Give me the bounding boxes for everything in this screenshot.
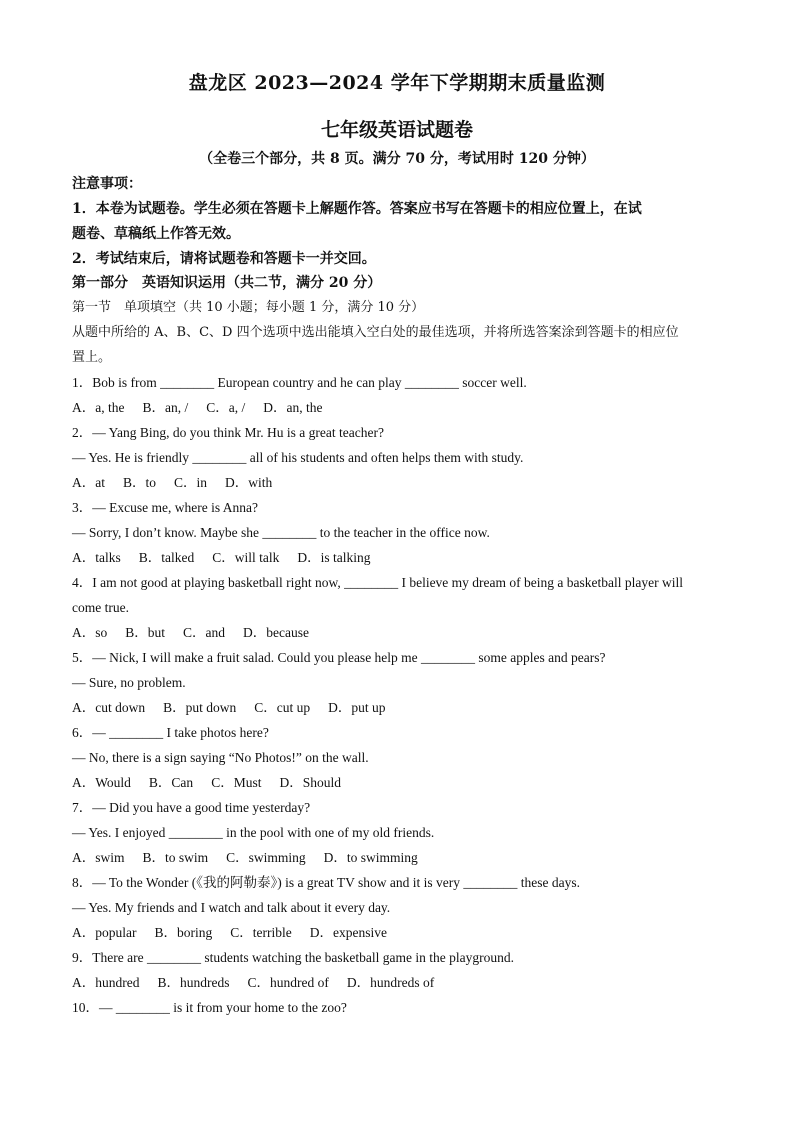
question-6-option-b: B．Can xyxy=(148,775,194,790)
notes-heading: 注意事项： xyxy=(72,176,142,192)
question-2-line-1: 2．— Yang Bing, do you think Mr. Hu is a great teacher? xyxy=(72,425,384,440)
exam-info: （全卷三个部分，共 8 页。满分 70 分，考试用时 120 分钟） xyxy=(199,151,595,167)
question-9-option-d: D．hundreds of xyxy=(346,975,435,990)
question-4-options xyxy=(72,620,327,645)
question-6-line-1: 6．— ________ I take photos here? xyxy=(72,725,269,740)
question-4-option-a: A．so xyxy=(72,625,108,640)
question-2-option-a: A．at xyxy=(72,475,105,490)
question-1-option-c: C．a, / xyxy=(206,400,246,415)
question-5-line-1: 5．— Nick, I will make a fruit salad. Could you please help me ________ some apples and pears? xyxy=(72,650,606,665)
question-2-option-c: C．in xyxy=(174,475,208,490)
question-7-options xyxy=(72,845,436,870)
question-7-option-d: D．to swimming xyxy=(323,850,418,865)
question-1-line-1: 1．Bob is from ________ European country and he can play ________ soccer well. xyxy=(72,375,527,390)
question-2-options xyxy=(72,470,290,495)
note-2: 2．考试结束后，请将试题卷和答题卡一并交回。 xyxy=(72,251,376,267)
question-6-option-a: A．Would xyxy=(72,775,131,790)
question-5-options xyxy=(72,695,404,720)
note-1-line-2: 题卷、草稿纸上作答无效。 xyxy=(72,226,240,242)
question-1-option-a: A．a, the xyxy=(72,400,125,415)
question-4-line-2: come true. xyxy=(72,600,129,615)
exam-subtitle: 七年级英语试题卷 xyxy=(320,119,473,141)
question-7-option-b: B．to swim xyxy=(142,850,209,865)
question-2-option-d: D．with xyxy=(225,475,273,490)
question-3-option-b: B．talked xyxy=(138,550,195,565)
instruction-line-2: 置上。 xyxy=(72,350,112,365)
question-6-option-c: C．Must xyxy=(211,775,262,790)
question-1-option-b: B．an, / xyxy=(142,400,189,415)
question-7-option-c: C．swimming xyxy=(226,850,306,865)
question-9-line-1: 9．There are ________ students watching the basketball game in the playground. xyxy=(72,950,515,965)
question-8-option-d: D．expensive xyxy=(309,925,387,940)
question-5-line-2: — Sure, no problem. xyxy=(72,675,186,690)
question-1-options xyxy=(72,395,340,420)
question-9-option-b: B．hundreds xyxy=(157,975,230,990)
part1-heading: 第一部分 英语知识运用（共二节，满分 20 分） xyxy=(72,275,382,291)
question-10-line-1: 10．— ________ is it from your home to the zoo? xyxy=(72,1000,347,1015)
question-9-options xyxy=(72,970,452,995)
question-8-option-b: B．boring xyxy=(154,925,213,940)
question-3-line-1: 3．— Excuse me, where is Anna? xyxy=(72,500,258,515)
question-7-line-1: 7．— Did you have a good time yesterday? xyxy=(72,800,311,815)
question-8-options xyxy=(72,920,405,945)
section1-heading: 第一节 单项填空（共 10 小题；每小题 1 分，满分 10 分） xyxy=(72,300,425,315)
exam-title: 盘龙区 2023—2024 学年下学期期末质量监测 xyxy=(188,72,606,94)
question-5-option-b: B．put down xyxy=(163,700,237,715)
question-4-option-b: B．but xyxy=(125,625,166,640)
question-9-option-c: C．hundred of xyxy=(247,975,329,990)
question-3-option-a: A．talks xyxy=(72,550,121,565)
question-7-line-2: — Yes. I enjoyed ________ in the pool with one of my old friends. xyxy=(72,825,435,840)
question-3-options xyxy=(72,545,389,570)
question-8-option-c: C．terrible xyxy=(230,925,292,940)
question-8-line-2: — Yes. My friends and I watch and talk about it every day. xyxy=(72,900,391,915)
instruction-line-1: 从题中所给的 A、B、C、D 四个选项中选出能填入空白处的最佳选项，并将所选答案涂到答题卡的相应位 xyxy=(72,325,679,340)
question-4-option-d: D．because xyxy=(243,625,310,640)
question-8-line-1: 8．— To the Wonder (《我的阿勒泰》) is a great TV show and it is very ________ these days. xyxy=(72,875,581,890)
question-5-option-c: C．cut up xyxy=(254,700,311,715)
question-7-option-a: A．swim xyxy=(72,850,125,865)
question-3-line-2: — Sorry, I don’t know. Maybe she ________ to the teacher in the office now. xyxy=(72,525,490,540)
question-6-option-d: D．Should xyxy=(279,775,341,790)
question-6-options xyxy=(72,770,359,795)
question-2-option-b: B．to xyxy=(123,475,157,490)
question-1-option-d: D．an, the xyxy=(263,400,323,415)
question-6-line-2: — No, there is a sign saying “No Photos!” on the wall. xyxy=(72,750,369,765)
question-3-option-c: C．will talk xyxy=(212,550,280,565)
question-4-option-c: C．and xyxy=(183,625,226,640)
question-8-option-a: A．popular xyxy=(72,925,137,940)
note-1-line-1: 1．本卷为试题卷。学生必须在答题卡上解题作答。答案应书写在答题卡的相应位置上，在试 xyxy=(72,201,642,217)
question-5-option-a: A．cut down xyxy=(72,700,146,715)
question-2-line-2: — Yes. He is friendly ________ all of his students and often helps them with study. xyxy=(72,450,524,465)
question-5-option-d: D．put up xyxy=(328,700,386,715)
question-3-option-d: D．is talking xyxy=(297,550,371,565)
question-9-option-a: A．hundred xyxy=(72,975,140,990)
question-4-line-1: 4．I am not good at playing basketball right now, ________ I believe my dream of being a basketball player will xyxy=(72,575,683,590)
